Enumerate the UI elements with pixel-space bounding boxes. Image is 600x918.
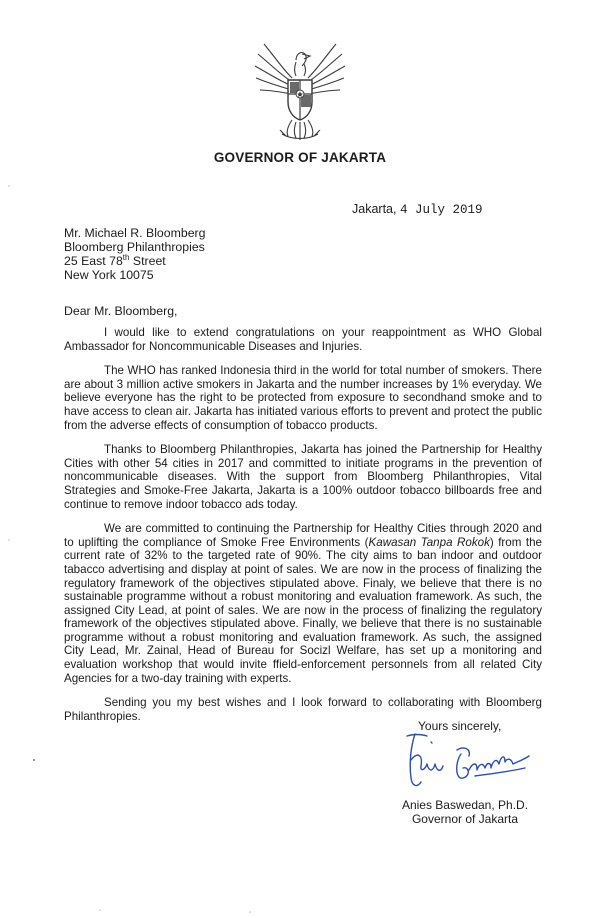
commitment-italic-term: Kawasan Tanpa Rokok [368,535,490,549]
valediction: Yours sincerely, [418,719,502,733]
recipient-organization: Bloomberg Philanthropies [64,240,205,254]
paragraph-wishes: Sending you my best wishes and I look forward to collaborating with Bloomberg Philanthropies. [64,696,542,723]
letterhead-title: GOVERNOR OF JAKARTA [213,150,387,165]
paragraph-who-ranking: The WHO has ranked Indonesia third in the world for total number of smokers. There are about 3 million active smokers in Jakarta and the number increases by 1% everyday. We believe everyone has the right to be protected from exposure to secondhand smoke and to have access to clean air. Jakarta has initiated various efforts to prevent and protect the public from the adverse effects of consumption of tobacco products. [64,364,542,432]
date-place: Jakarta, [352,202,397,216]
date-value: 4 July 2019 [399,203,483,217]
commitment-text-end: ) from the current rate of 32% to the targeted rate of 90%. The city aims to ban indoor and outdoor tabacco advertising and display at point of sales. We are now in the process of finalizing the regulatory framework of the objectives stipulated above. Finaly, we believe that there is no sustainable programme without a robust monitoring and evaluation framework. As such, the assigned City Lead, at point of sales. We are now in the process of finalizing the regulatory framework of the objectives stipulated above. Finally, we believe that there is no sustainable programme without a robust monitoring and evaluation framework. As such, the assigned City Lead, Mr. Zainal, Head of Bureau for Socizl Welfare, has set up a monitoring and evaluation workshop that would invite ffield-enforcement personnels from all related City Agencies for a two-day training with experts. [64,535,542,685]
street-suffix: th [122,252,130,262]
street-name: Street [129,254,166,268]
salutation: Dear Mr. Bloomberg, [64,304,178,318]
commitment-text-start: We are committed to continuing the Partnership for Healthy Cities through 2020 and to uplifting the compliance of Smoke Free Environments ( [64,522,542,549]
paragraph-congratulations: I would like to extend congratulations on your reappointment as WHO Global Ambassador for Noncommunicable Diseases and Injuries. [64,326,542,353]
paragraph-partnership: Thanks to Bloomberg Philanthropies, Jakarta has joined the Partnership for Healthy Cities with other 54 cities in 2017 and committed to initiate programs in the prevention of noncommunicable diseases. With the support from Bloomberg Philanthropies, Vital Strategies and Smoke-Free Jakarta, Jakarta is a 100% outdoor tobacco billboards free and continue to remove indoor tobacco ads today. [64,443,542,511]
signer-name: Anies Baswedan, Ph.D. [401,798,529,812]
recipient-name: Mr. Michael R. Bloomberg [64,226,206,240]
signer-title: Governor of Jakarta [411,812,519,826]
street-number: 25 East 78 [64,254,123,268]
recipient-city: New York 10075 [64,268,154,282]
